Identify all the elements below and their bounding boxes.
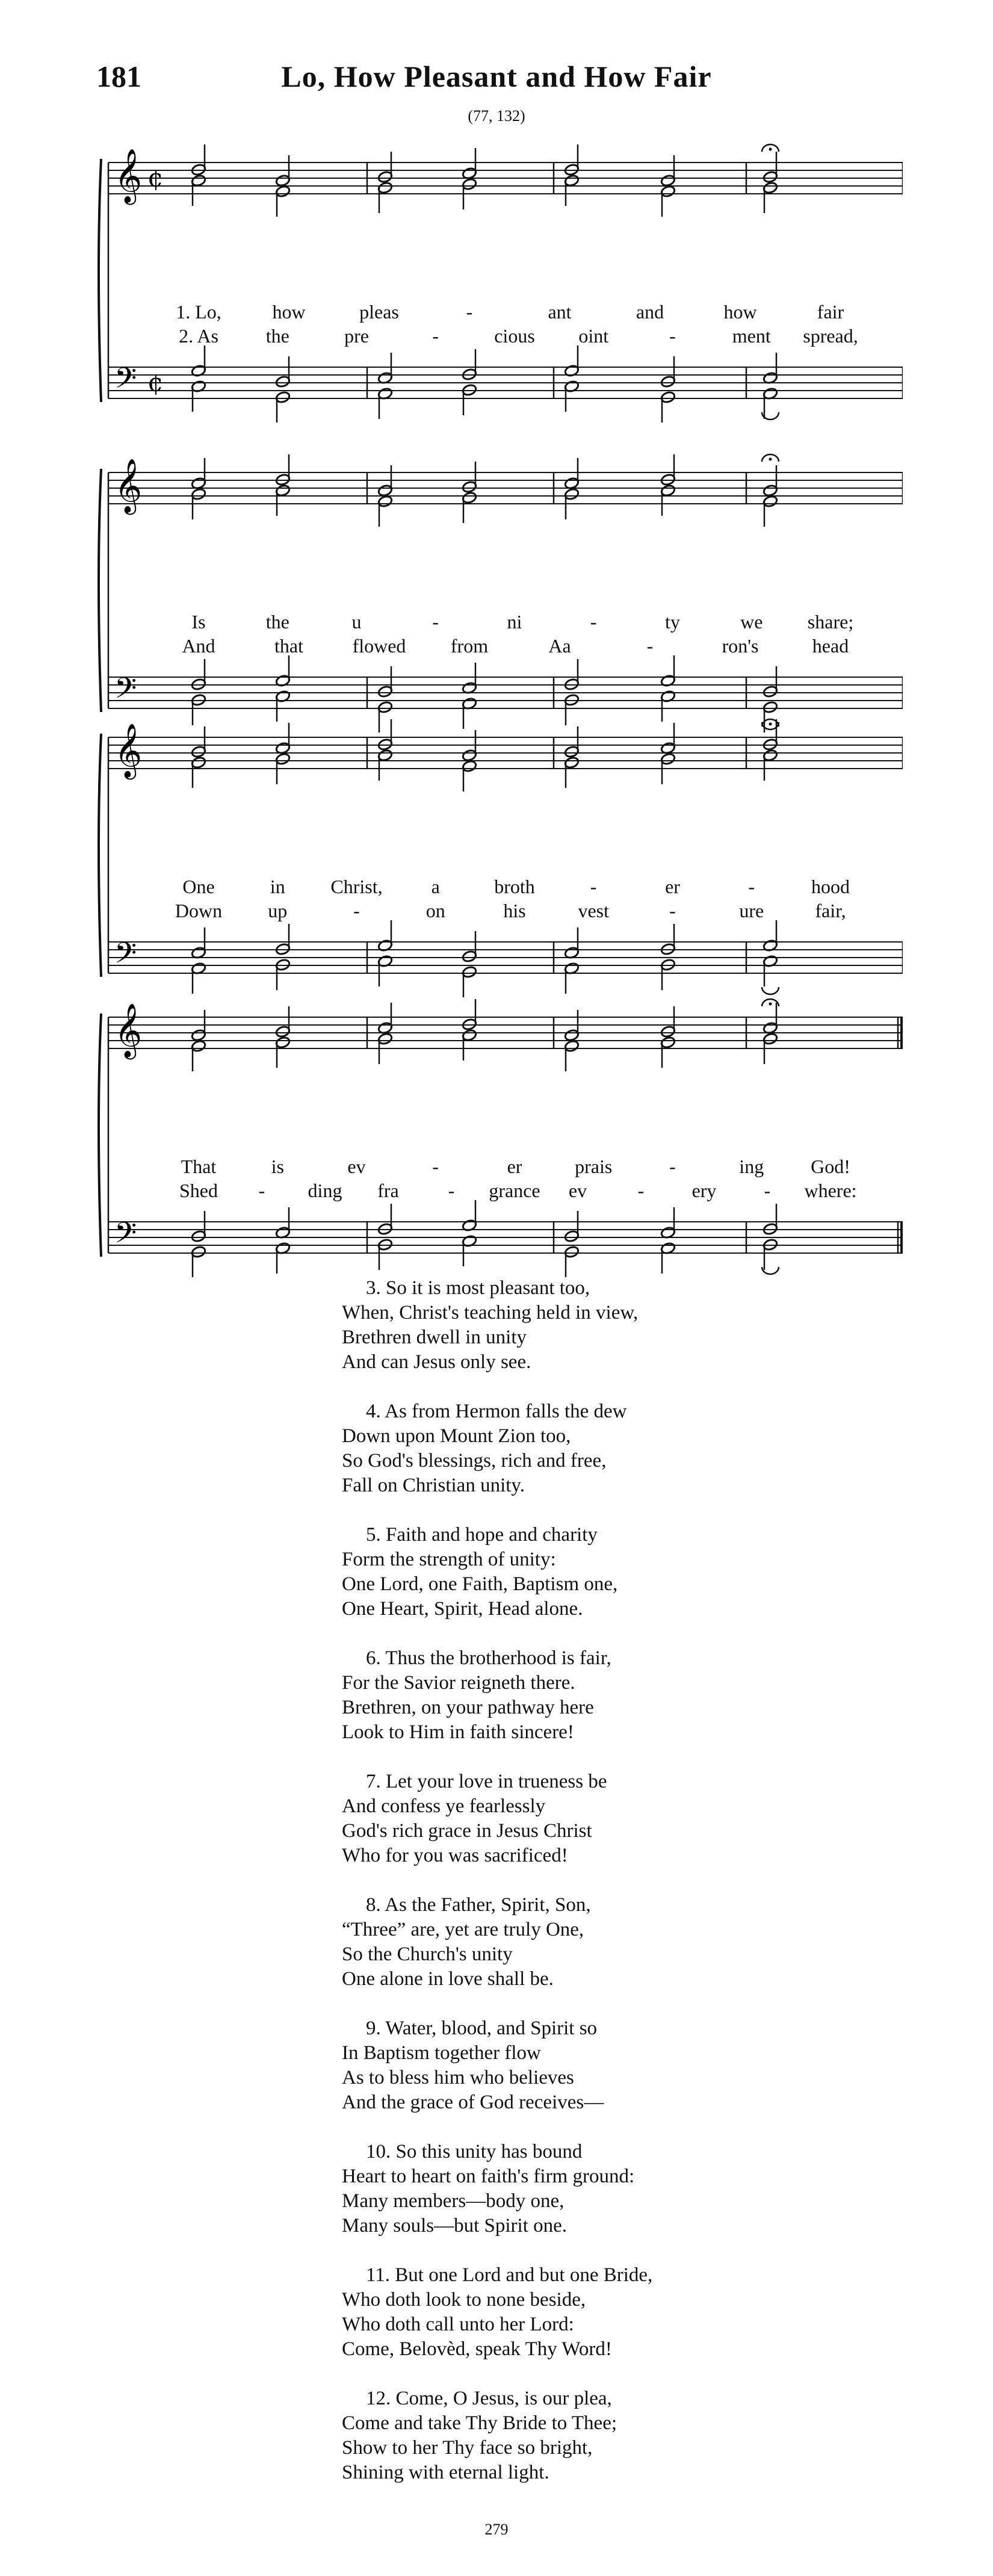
verse-line: Look to Him in faith sincere! — [342, 1721, 574, 1743]
lyric-syllable: 2. As — [179, 325, 218, 347]
additional-verses — [342, 1276, 823, 2510]
music-system-staves — [96, 433, 903, 734]
bass-note-upper — [564, 345, 580, 377]
lyric-syllable: Christ, — [330, 876, 383, 897]
lyric-syllable: ev — [347, 1156, 366, 1177]
verse-line: 12. Come, O Jesus, is our plea, — [366, 2388, 612, 2409]
lyric-syllable: the — [265, 325, 289, 347]
treble-note-lower — [275, 185, 291, 217]
treble-note-upper — [462, 730, 477, 762]
lyric-syllable: head — [812, 635, 849, 657]
treble-staff — [108, 472, 903, 504]
treble-note-upper — [275, 723, 291, 755]
bass-note-upper — [660, 924, 676, 956]
bass-note-upper — [660, 655, 676, 687]
lyric-line-verse-1 — [96, 876, 903, 900]
treble-note-upper — [462, 999, 477, 1031]
bass-note-upper — [275, 1207, 291, 1239]
lyric-syllable: vest — [578, 900, 610, 921]
lyric-hyphen: - — [669, 900, 676, 921]
bass-note-lower — [462, 1234, 477, 1266]
treble-note-upper — [377, 465, 393, 497]
treble-note-lower — [275, 484, 291, 516]
lyric-syllable: grance — [489, 1180, 540, 1201]
lyric-line-verse-2 — [96, 325, 903, 349]
verse-line: 6. Thus the brotherhood is fair, — [366, 1647, 611, 1669]
final-bar-line — [900, 1017, 903, 1048]
treble-note-upper — [564, 1010, 580, 1042]
bass-note-upper — [462, 663, 477, 695]
treble-note-lower — [191, 174, 206, 206]
lyric-syllable: broth — [494, 876, 535, 897]
lyric-syllable: we — [740, 611, 763, 633]
verse-line: God's rich grace in Jesus Christ — [342, 1820, 592, 1842]
treble-note-lower — [564, 1039, 580, 1071]
bass-note-lower — [275, 391, 291, 423]
lyric-hyphen: - — [466, 301, 473, 323]
lyric-syllable: oint — [578, 325, 609, 347]
verse-line: Come and take Thy Bride to Thee; — [342, 2412, 617, 2434]
verse-line: Brethren dwell in unity — [342, 1327, 527, 1348]
bass-note-lower — [191, 380, 206, 412]
verse-line: Who doth look to none beside, — [342, 2289, 586, 2311]
lyric-syllable: and — [636, 301, 664, 323]
verse-line: 10. So this unity has bound — [366, 2141, 583, 2163]
bass-note-lower — [377, 387, 393, 419]
bass-note-lower — [660, 391, 676, 423]
lyric-syllable: fair — [817, 301, 844, 323]
lyric-syllable: ure — [739, 900, 764, 921]
verse-stanza — [342, 1893, 823, 1992]
lyric-syllable: Down — [175, 900, 223, 921]
final-bar-line — [900, 1222, 903, 1253]
bass-clef-icon: 𝄢 — [114, 361, 137, 402]
verse-line: Come, Belovèd, speak Thy Word! — [342, 2338, 612, 2360]
lyric-syllable: That — [181, 1156, 217, 1177]
lyric-syllable: One — [182, 876, 215, 897]
treble-note-upper — [763, 465, 778, 497]
bass-clef-icon: 𝄢 — [114, 936, 137, 977]
lyric-hyphen: - — [432, 611, 439, 633]
lyric-line-verse-1 — [96, 611, 903, 635]
bass-note-upper — [763, 353, 778, 385]
fermata-dot — [769, 148, 772, 151]
lyric-hyphen: - — [748, 876, 755, 897]
lyric-syllable: 1. Lo, — [176, 301, 221, 323]
lyric-syllable: ery — [691, 1180, 717, 1201]
treble-note-upper — [660, 155, 676, 187]
lyric-hyphen: - — [432, 325, 439, 347]
verse-line: As to bless him who believes — [342, 2067, 574, 2088]
verse-line: And can Jesus only see. — [342, 1351, 531, 1373]
bass-staff — [108, 942, 903, 973]
lyric-syllable: his — [503, 900, 526, 921]
lyric-hyphen: - — [590, 611, 597, 633]
lyric-line-verse-1 — [96, 1156, 903, 1180]
page-number: 279 — [484, 2521, 509, 2538]
treble-note-lower — [377, 495, 393, 527]
music-system — [96, 698, 903, 999]
verse-line: And confess ye fearlessly — [342, 1795, 546, 1817]
treble-note-lower — [462, 760, 477, 791]
bass-note-lower — [660, 1242, 676, 1274]
verse-line: One Heart, Spirit, Head alone. — [342, 1598, 583, 1620]
fermata-dot — [769, 723, 772, 726]
lyric-hyphen: - — [669, 1156, 676, 1177]
lyric-syllable: u — [351, 611, 362, 633]
lyric-hyphen: - — [646, 635, 654, 657]
treble-note-upper — [564, 458, 580, 490]
lyric-syllable: ty — [665, 611, 680, 633]
treble-note-upper — [564, 144, 580, 176]
treble-note-lower — [377, 749, 393, 781]
treble-note-upper — [377, 1003, 393, 1035]
bass-clef-icon: 𝄢 — [114, 1216, 137, 1257]
bass-note-upper — [191, 345, 206, 377]
verse-stanza — [342, 2386, 823, 2485]
verse-line: One Lord, one Faith, Baptism one, — [342, 1573, 618, 1595]
bass-note-upper — [763, 1204, 778, 1236]
lyric-syllable: is — [271, 1156, 284, 1177]
lyric-syllable: ni — [507, 611, 522, 633]
bass-note-upper — [191, 927, 206, 959]
treble-clef-icon: 𝄞 — [114, 149, 143, 203]
verse-line: Form the strength of unity: — [342, 1549, 556, 1570]
lyric-syllable: ing — [739, 1156, 764, 1177]
verse-stanza — [342, 1399, 823, 1498]
verse-line: Down upon Mount Zion too, — [342, 1425, 571, 1447]
system-brace — [99, 734, 101, 977]
lyric-syllable: where: — [804, 1180, 857, 1201]
bass-note-upper — [191, 659, 206, 691]
lyric-line-verse-2 — [96, 635, 903, 659]
bass-note-upper — [275, 655, 291, 687]
verse-line: 5. Faith and hope and charity — [366, 1524, 598, 1546]
lyric-hyphen: - — [258, 1180, 265, 1201]
verse-line: 9. Water, blood, and Spirit so — [366, 2017, 598, 2039]
verse-stanza — [342, 1769, 823, 1868]
treble-note-upper — [191, 1010, 206, 1042]
lyric-hyphen: - — [764, 1180, 771, 1201]
treble-staff — [108, 163, 903, 194]
lyric-hyphen: - — [590, 876, 597, 897]
bass-note-lower — [191, 1245, 206, 1277]
lyric-syllable: a — [431, 876, 440, 897]
bass-note-upper — [660, 1207, 676, 1239]
lyric-syllable: flowed — [352, 635, 406, 657]
music-system — [96, 123, 903, 424]
bass-note-lower — [275, 1242, 291, 1274]
fermata-dot — [769, 1003, 772, 1006]
verse-line: When, Christ's teaching held in view, — [342, 1302, 639, 1324]
treble-note-lower — [564, 174, 580, 206]
lyric-syllable: on — [425, 900, 445, 921]
lyric-hyphen: - — [637, 1180, 645, 1201]
bass-note-lower — [377, 1238, 393, 1270]
lyric-hyphen: - — [353, 900, 360, 921]
bass-note-upper — [462, 349, 477, 381]
verse-line: Many souls—but Spirit one. — [342, 2215, 568, 2237]
lyric-syllable: how — [272, 301, 306, 323]
treble-note-lower — [660, 484, 676, 516]
bass-clef-icon: 𝄢 — [114, 671, 137, 712]
lyric-syllable: er — [507, 1156, 522, 1177]
treble-note-lower — [462, 1029, 477, 1060]
verse-line: 11. But one Lord and but one Bride, — [366, 2264, 653, 2286]
lyric-syllable: fair, — [815, 900, 846, 921]
bass-note-upper — [763, 920, 778, 952]
bass-note-upper — [377, 920, 393, 952]
verse-line: So the Church's unity — [342, 1943, 513, 1965]
lyric-syllable: er — [665, 876, 680, 897]
verse-line: For the Savior reigneth there. — [342, 1672, 575, 1694]
verse-line: Many members—body one, — [342, 2190, 565, 2212]
verse-stanza — [342, 1646, 823, 1745]
lyric-syllable: hood — [811, 876, 850, 897]
verse-line: So God's blessings, rich and free, — [342, 1450, 607, 1472]
lyric-syllable: cious — [494, 325, 535, 347]
verse-line: 3. So it is most pleasant too, — [366, 1277, 590, 1299]
lyric-line-verse-1 — [96, 301, 903, 325]
lyric-syllable: from — [450, 635, 489, 657]
treble-note-upper — [191, 144, 206, 176]
lyric-syllable: Aa — [548, 635, 571, 657]
treble-note-upper — [275, 454, 291, 486]
lyric-syllable: ev — [568, 1180, 587, 1201]
cut-time-icon: ¢ — [147, 368, 164, 397]
lyric-syllable: God! — [811, 1156, 850, 1177]
treble-staff — [108, 1017, 903, 1048]
bass-staff — [108, 1222, 903, 1253]
lyric-syllable: prais — [575, 1156, 613, 1177]
verse-line: And the grace of God receives— — [342, 2091, 604, 2113]
treble-clef-icon: 𝄞 — [114, 1003, 143, 1057]
verse-stanza — [342, 2016, 823, 2115]
hymn-number: 181 — [96, 60, 141, 93]
verse-stanza — [342, 2140, 823, 2238]
treble-clef-icon: 𝄞 — [114, 723, 143, 778]
lyric-syllable: fra — [377, 1180, 399, 1201]
music-system — [96, 978, 903, 1279]
bass-note-upper — [275, 924, 291, 956]
lyric-syllable: ant — [548, 301, 572, 323]
music-system-staves — [96, 978, 903, 1279]
bass-note-upper — [564, 659, 580, 691]
treble-note-upper — [660, 454, 676, 486]
tune-reference: (77, 132) — [468, 107, 525, 125]
system-brace — [99, 1014, 101, 1257]
bass-note-lower — [763, 387, 778, 419]
lyric-hyphen: - — [432, 1156, 439, 1177]
treble-note-upper — [377, 719, 393, 751]
lyric-syllable: ment — [732, 325, 771, 347]
treble-note-upper — [660, 723, 676, 755]
verse-line: “Three” are, yet are truly One, — [342, 1919, 584, 1940]
treble-staff — [108, 737, 903, 769]
music-system — [96, 433, 903, 734]
verse-line: 8. As the Father, Spirit, Son, — [366, 1894, 591, 1916]
treble-note-upper — [763, 1003, 778, 1035]
system-brace — [99, 159, 101, 402]
lyric-syllable: pre — [344, 325, 369, 347]
treble-note-lower — [763, 495, 778, 527]
music-system-staves — [96, 123, 903, 424]
lyric-syllable: ron's — [722, 635, 759, 657]
bass-note-lower — [564, 1245, 580, 1277]
verse-line: 4. As from Hermon falls the dew — [366, 1401, 627, 1422]
bass-staff — [108, 367, 903, 398]
bass-note-upper — [377, 353, 393, 385]
lyric-syllable: up — [268, 900, 288, 921]
verse-stanza — [342, 1276, 823, 1375]
lyric-syllable: ding — [308, 1180, 342, 1201]
lyric-line-verse-2 — [96, 1180, 903, 1204]
bass-note-lower — [763, 1238, 778, 1270]
verse-line: Heart to heart on faith's firm ground: — [342, 2166, 635, 2187]
verse-line: Fall on Christian unity. — [342, 1475, 525, 1496]
verse-line: Shining with eternal light. — [342, 2462, 549, 2483]
verse-line: Brethren, on your pathway here — [342, 1697, 594, 1718]
verse-stanza — [342, 1523, 823, 1621]
treble-note-lower — [763, 749, 778, 781]
bass-note-lower — [564, 380, 580, 412]
lyric-hyphen: - — [448, 1180, 455, 1201]
treble-note-lower — [191, 1039, 206, 1071]
lyric-syllable: the — [265, 611, 289, 633]
lyric-syllable: Is — [191, 611, 206, 633]
lyric-syllable: spread, — [803, 325, 858, 347]
treble-note-upper — [275, 155, 291, 187]
lyric-syllable: in — [270, 876, 285, 897]
music-system-staves — [96, 698, 903, 999]
treble-note-upper — [191, 458, 206, 490]
bass-note-upper — [462, 1200, 477, 1232]
verse-line: Who for you was sacrificed! — [342, 1845, 568, 1866]
bass-note-lower — [462, 383, 477, 415]
verse-line: 7. Let your love in trueness be — [366, 1771, 607, 1792]
system-brace — [99, 469, 101, 712]
lyric-syllable: And — [182, 635, 215, 657]
verse-line: Who doth call unto her Lord: — [342, 2314, 574, 2335]
lyric-syllable: pleas — [359, 301, 399, 323]
verse-line: Show to her Thy face so bright, — [342, 2437, 593, 2459]
lyric-syllable: Shed — [179, 1180, 218, 1201]
lyric-syllable: share; — [807, 611, 854, 633]
verse-line: In Baptism together flow — [342, 2042, 541, 2064]
verse-stanza — [342, 2263, 823, 2362]
treble-clef-icon: 𝄞 — [114, 459, 143, 513]
treble-note-lower — [660, 185, 676, 217]
lyric-line-verse-2 — [96, 900, 903, 924]
treble-note-upper — [462, 148, 477, 180]
lyric-syllable: that — [274, 635, 303, 657]
bass-note-upper — [377, 1204, 393, 1236]
lyric-syllable: how — [723, 301, 757, 323]
lyric-hyphen: - — [669, 325, 676, 347]
fermata-dot — [769, 458, 772, 461]
cut-time-icon: ¢ — [147, 163, 164, 193]
bass-note-upper — [564, 927, 580, 959]
verse-line: One alone in love shall be. — [342, 1968, 554, 1990]
hymn-title: Lo, How Pleasant and How Fair — [281, 60, 712, 93]
